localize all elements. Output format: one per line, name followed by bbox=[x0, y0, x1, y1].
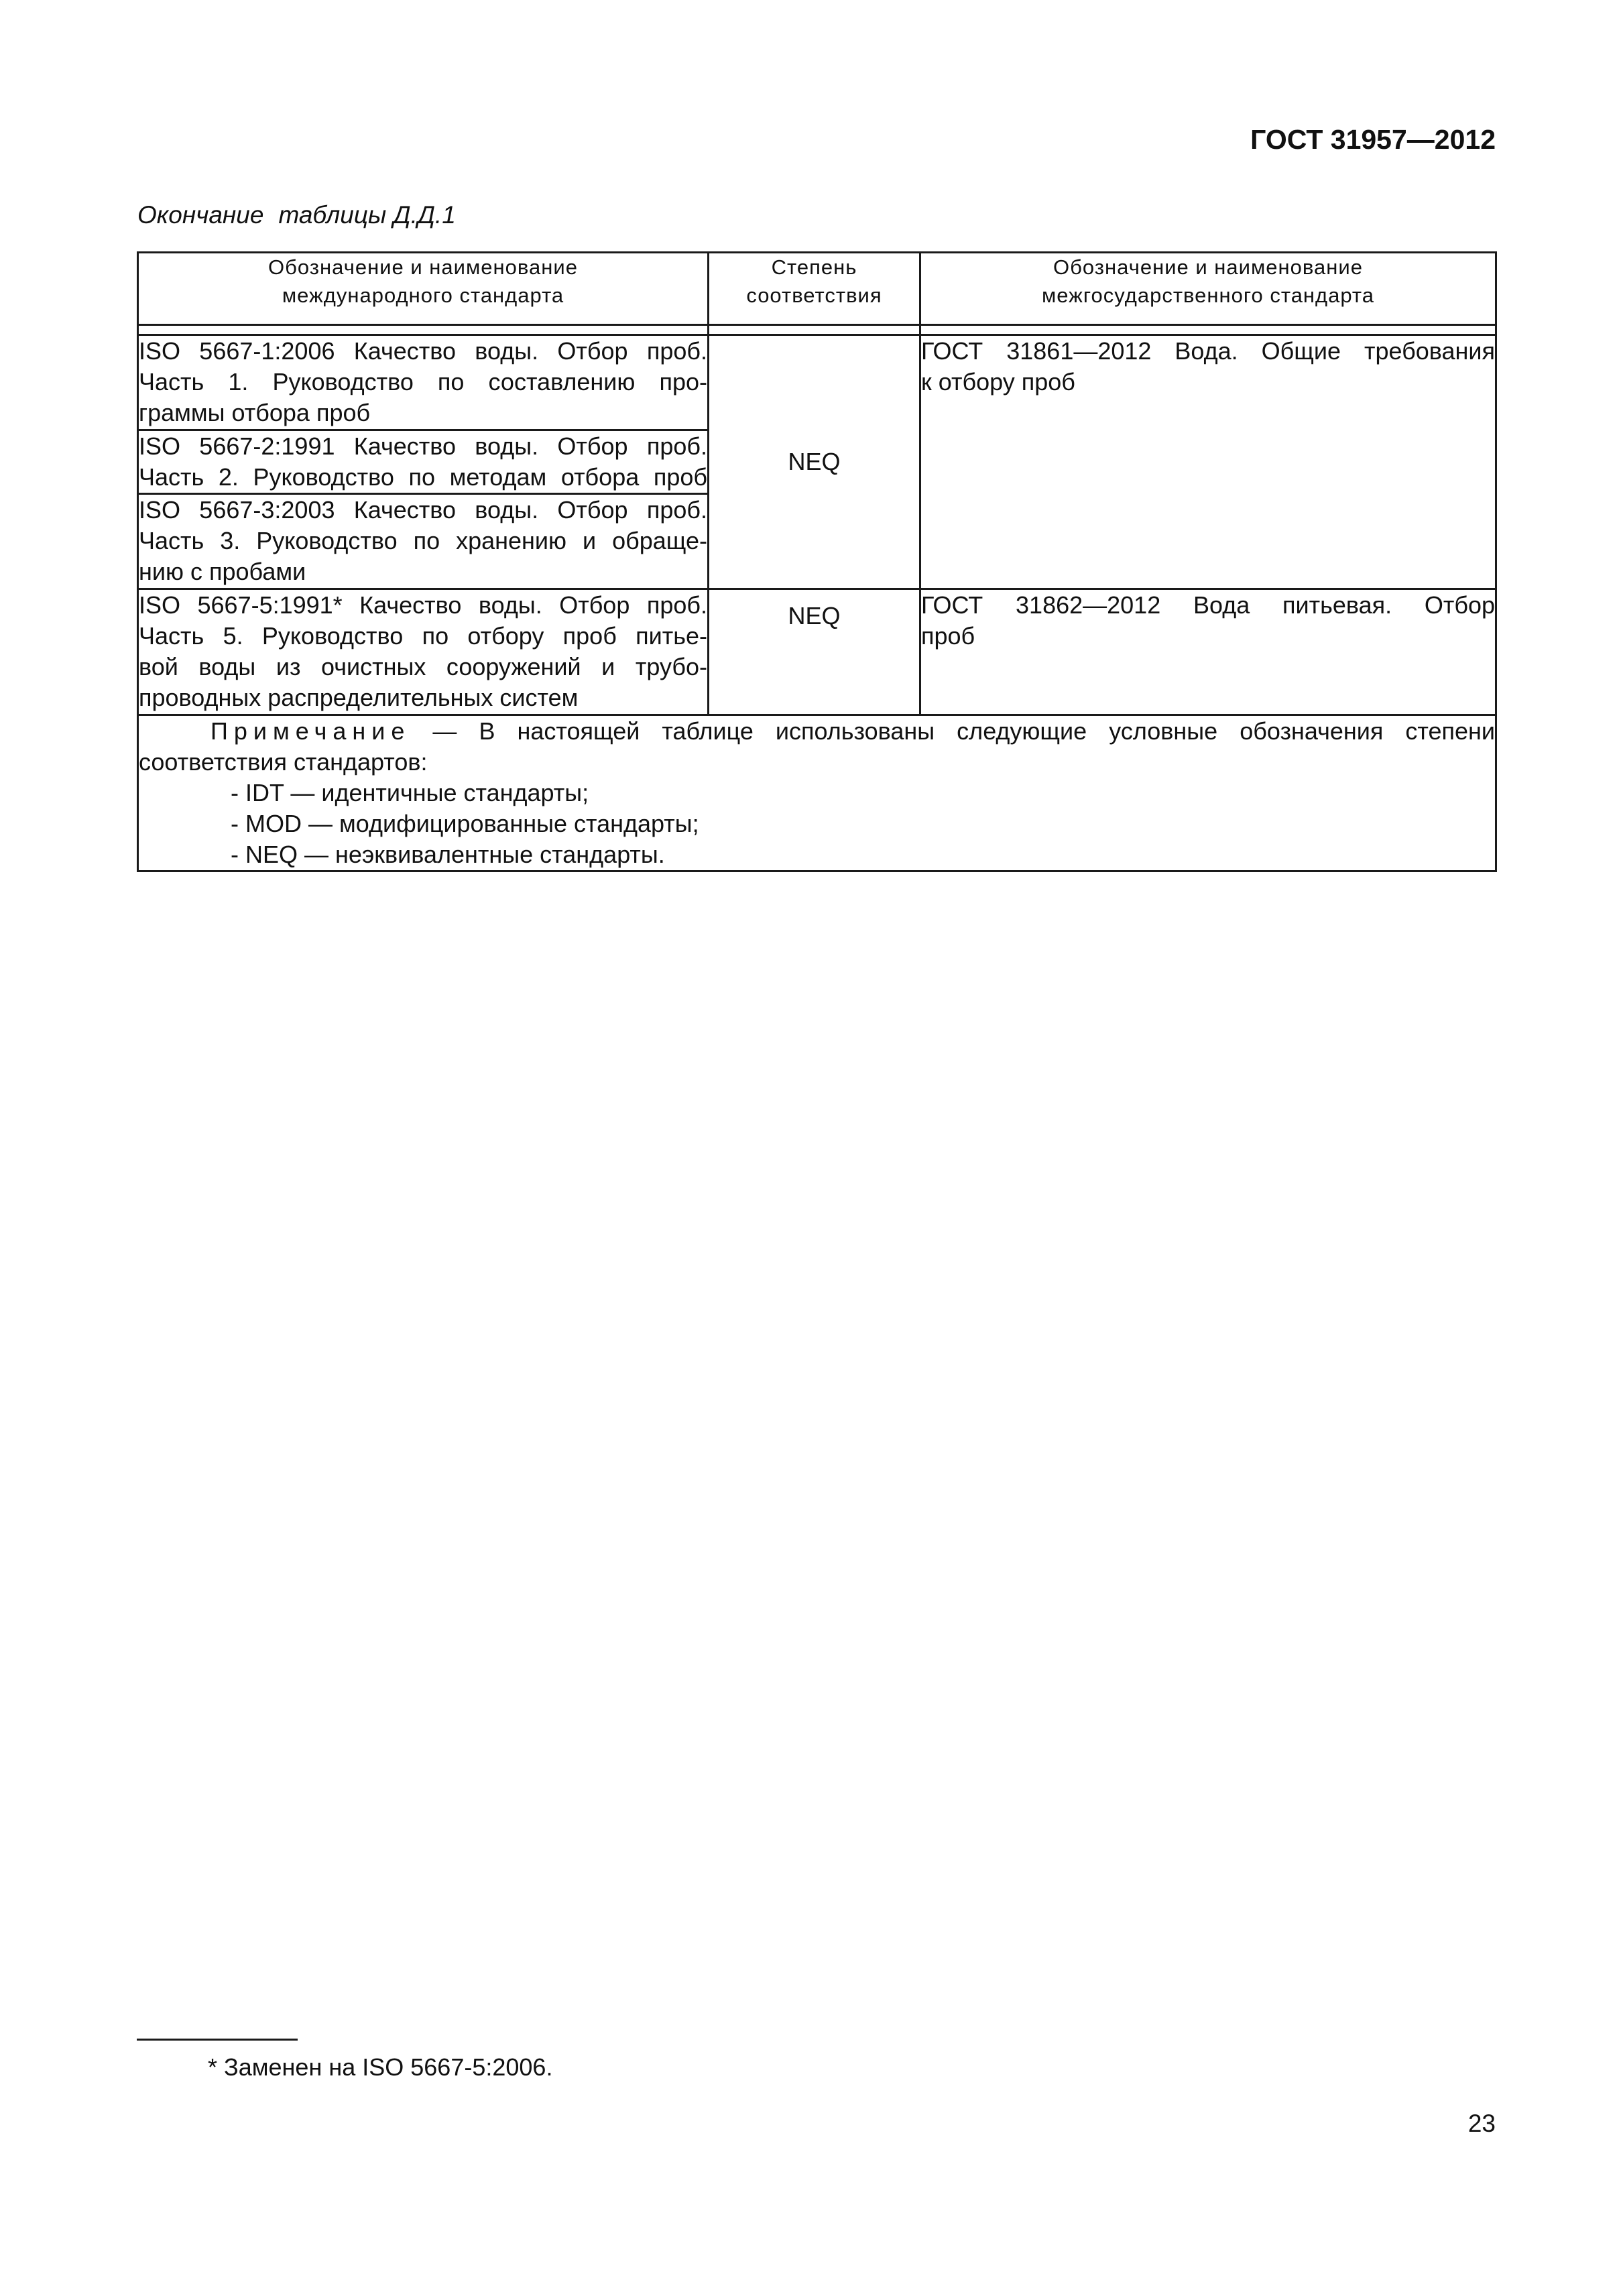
table-note: Примечание — В настоящей таблице использованы следующие условные обозначения степени соответствия стандартов: - IDT — идентичные стандарты; - MOD — модифицированные стандарты; - NEQ — неэквивалентные стандарты. bbox=[138, 715, 1496, 871]
standards-correspondence-table bbox=[137, 251, 1497, 872]
footnote: * Заменен на ISO 5667-5:2006. bbox=[208, 2053, 553, 2081]
degree-cell: NEQ bbox=[709, 335, 920, 589]
note-text: В настоящей таблице использованы следующие условные обозначения степени bbox=[479, 717, 1495, 745]
international-standard-cell: ISO 5667-3:2003 Качество воды. Отбор проб. Часть 3. Руководство по хранению и обраще- нию с пробами bbox=[138, 494, 709, 589]
header-gap-row bbox=[138, 325, 1496, 335]
note-label: Примечание bbox=[211, 717, 411, 745]
note-item-idt: - IDT — идентичные стандарты; bbox=[231, 779, 589, 806]
table-header-row bbox=[138, 253, 1496, 325]
international-standard-cell: ISO 5667-5:1991* Качество воды. Отбор проб. Часть 5. Руководство по отбору проб питье- вой воды из очистных сооружений и трубо- проводных распределительных систем bbox=[138, 589, 709, 715]
header-international-standard: Обозначение и наименование международного стандарта bbox=[138, 253, 709, 325]
table-row bbox=[138, 589, 1496, 715]
interstate-standard-cell: ГОСТ 31861—2012 Вода. Общие требования к отбору проб bbox=[920, 335, 1496, 589]
caption-table-id: таблицы Д.Д.1 bbox=[278, 201, 456, 229]
table-row bbox=[138, 335, 1496, 430]
standard-number: ГОСТ 31957—2012 bbox=[1250, 124, 1496, 155]
footnote-rule bbox=[137, 2039, 298, 2041]
table-caption bbox=[137, 201, 456, 229]
caption-word-ending: Окончание bbox=[137, 201, 264, 229]
degree-cell: NEQ bbox=[709, 589, 920, 715]
note-item-mod: - MOD — модифицированные стандарты; bbox=[231, 810, 699, 837]
interstate-standard-cell: ГОСТ 31862—2012 Вода питьевая. Отбор проб bbox=[920, 589, 1496, 715]
page-number: 23 bbox=[1467, 2110, 1496, 2137]
international-standard-cell: ISO 5667-1:2006 Качество воды. Отбор проб. Часть 1. Руководство по составлению про- граммы отбора проб bbox=[138, 335, 709, 430]
header-interstate-standard: Обозначение и наименование межгосударственного стандарта bbox=[920, 253, 1496, 325]
international-standard-cell: ISO 5667-2:1991 Качество воды. Отбор проб. Часть 2. Руководство по методам отбора проб bbox=[138, 430, 709, 494]
note-item-neq: - NEQ — неэквивалентные стандарты. bbox=[231, 841, 665, 868]
note-row bbox=[138, 715, 1496, 871]
header-degree-of-correspondence: Степень соответствия bbox=[709, 253, 920, 325]
